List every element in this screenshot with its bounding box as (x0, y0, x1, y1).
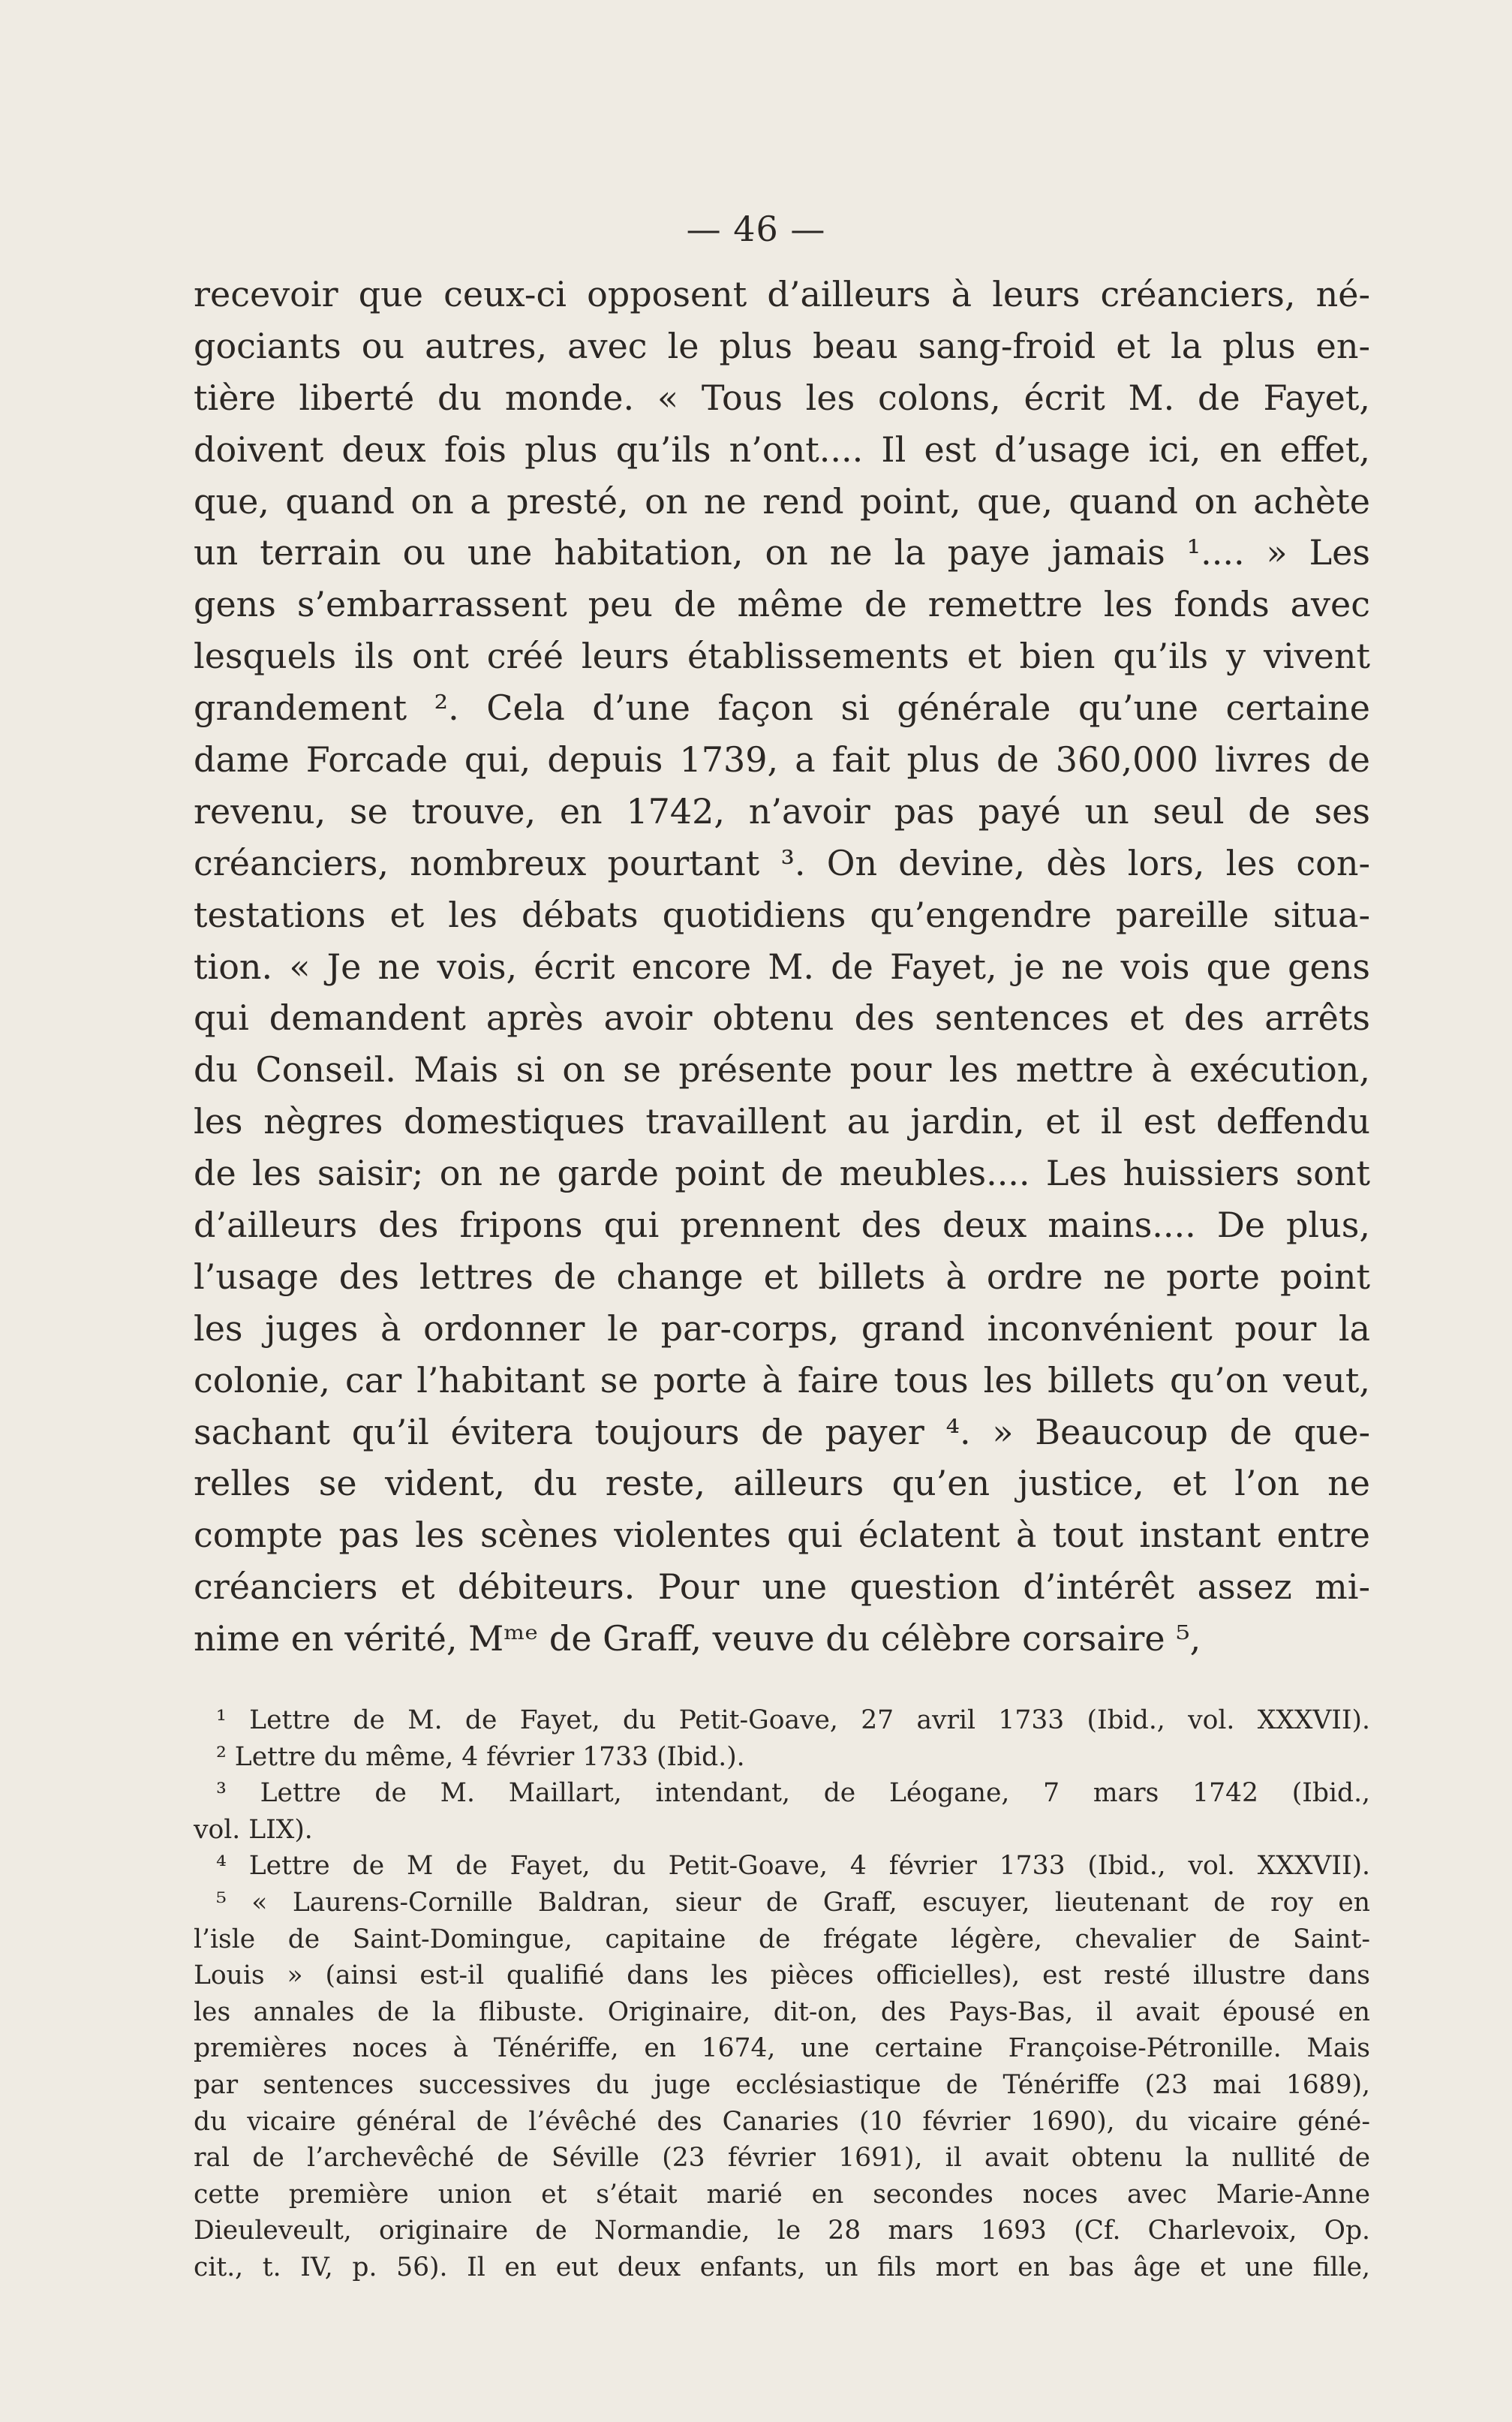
text-line: créanciers, nombreux pourtant ³. On devine, dès lors, les con- (194, 842, 1370, 883)
text-line: doivent deux fois plus qu’ils n’ont.... Il est d’usage ici, en effet, (194, 429, 1370, 470)
footnote-line: ral de l’archevêché de Séville (23 février 1691), il avait obtenu la nullité de (194, 2143, 1370, 2174)
text-line: l’usage des lettres de change et billets à ordre ne porte point (194, 1256, 1370, 1297)
footnote-line: par sentences successives du juge ecclésiastique de Ténériffe (23 mai 1689), (194, 2069, 1370, 2100)
text-line: qui demandent après avoir obtenu des sentences et des arrêts (194, 997, 1370, 1039)
footnote-line: ³ Lettre de M. Maillart, intendant, de Léogane, 7 mars 1742 (Ibid., (216, 1778, 1370, 1809)
text-line: un terrain ou une habitation, on ne la paye jamais ¹.... » Les (194, 532, 1370, 573)
text-line: sachant qu’il évitera toujours de payer ⁴. » Beaucoup de que- (194, 1411, 1370, 1452)
text-line: testations et les débats quotidiens qu’engendre pareille situa- (194, 894, 1370, 935)
text-line: compte pas les scènes violentes qui éclatent à tout instant entre (194, 1515, 1370, 1556)
text-line: tion. « Je ne vois, écrit encore M. de Fayet, je ne vois que gens (194, 946, 1370, 987)
text-line: du Conseil. Mais si on se présente pour les mettre à exécution, (194, 1049, 1370, 1091)
text-line: grandement ². Cela d’une façon si générale qu’une certaine (194, 687, 1370, 729)
text-line: revenu, se trouve, en 1742, n’avoir pas payé un seul de ses (194, 790, 1370, 832)
text-line: que, quand on a presté, on ne rend point, que, quand on achète (194, 480, 1370, 522)
text-line: colonie, car l’habitant se porte à faire tous les billets qu’on veut, (194, 1359, 1370, 1401)
text-line: les nègres domestiques travaillent au jardin, et il est deffendu (194, 1101, 1370, 1142)
text-line: dame Forcade qui, depuis 1739, a fait plus de 360,000 livres de (194, 739, 1370, 781)
footnote-line: les annales de la flibuste. Originaire, dit-on, des Pays-Bas, il avait épousé en (194, 1996, 1370, 2027)
text-line: les juges à ordonner le par-corps, grand inconvénient pour la (194, 1307, 1370, 1349)
footnote-line: ⁴ Lettre de M de Fayet, du Petit-Goave, 4 février 1733 (Ibid., vol. XXXVII). (216, 1851, 1370, 1882)
footnote-line: ⁵ « Laurens-Cornille Baldran, sieur de Graff, escuyer, lieutenant de roy en (216, 1887, 1370, 1918)
text-line: créanciers et débiteurs. Pour une question d’intérêt assez mi- (194, 1566, 1370, 1608)
footnote-line: Dieuleveult, originaire de Normandie, le 28 mars 1693 (Cf. Charlevoix, Op. (194, 2216, 1370, 2246)
text-line: gociants ou autres, avec le plus beau sang-froid et la plus en- (194, 325, 1370, 366)
footnote-line: Louis » (ainsi est-il qualifié dans les pièces officielles), est resté illustre dans (194, 1960, 1370, 1991)
footnote-line: cit., t. IV, p. 56). Il en eut deux enfants, un fils mort en bas âge et une fille, (194, 2252, 1370, 2282)
text-line: recevoir que ceux-ci opposent d’ailleurs à leurs créanciers, né- (194, 274, 1370, 314)
text-line: tière liberté du monde. « Tous les colons, écrit M. de Fayet, (194, 377, 1370, 418)
text-line: relles se vident, du reste, ailleurs qu’en justice, et l’on ne (194, 1463, 1370, 1504)
footnote-line: premières noces à Ténériffe, en 1674, une certaine Françoise-Pétronille. Mais (194, 2033, 1370, 2064)
footnote-line: l’isle de Saint-Domingue, capitaine de frégate légère, chevalier de Saint- (194, 1924, 1370, 1954)
text-line: de les saisir; on ne garde point de meubles.... Les huissiers sont (194, 1153, 1370, 1194)
page-number: — 46 — (686, 209, 826, 249)
text-line: lesquels ils ont créé leurs établissements et bien qu’ils y vivent (194, 636, 1370, 677)
footnotes (194, 1702, 1370, 2286)
main-text (194, 269, 1370, 1665)
footnote-line: du vicaire général de l’évêché des Canaries (10 février 1690), du vicaire géné- (194, 2106, 1370, 2137)
text-line: d’ailleurs des fripons qui prennent des deux mains.... De plus, (194, 1205, 1370, 1246)
footnote-line: vol. LIX). (194, 1814, 313, 1845)
footnote-line: ² Lettre du même, 4 février 1733 (Ibid.). (216, 1741, 745, 1772)
footnote-line: ¹ Lettre de M. de Fayet, du Petit-Goave, 27 avril 1733 (Ibid., vol. XXXVII). (216, 1705, 1370, 1735)
footnote-line: cette première union et s’était marié en secondes noces avec Marie-Anne (194, 2179, 1370, 2210)
text-line: gens s’embarrassent peu de même de remettre les fonds avec (194, 584, 1370, 625)
text-line: nime en vérité, Mᵐᵉ de Graff, veuve du célèbre corsaire ⁵, (194, 1618, 1201, 1659)
